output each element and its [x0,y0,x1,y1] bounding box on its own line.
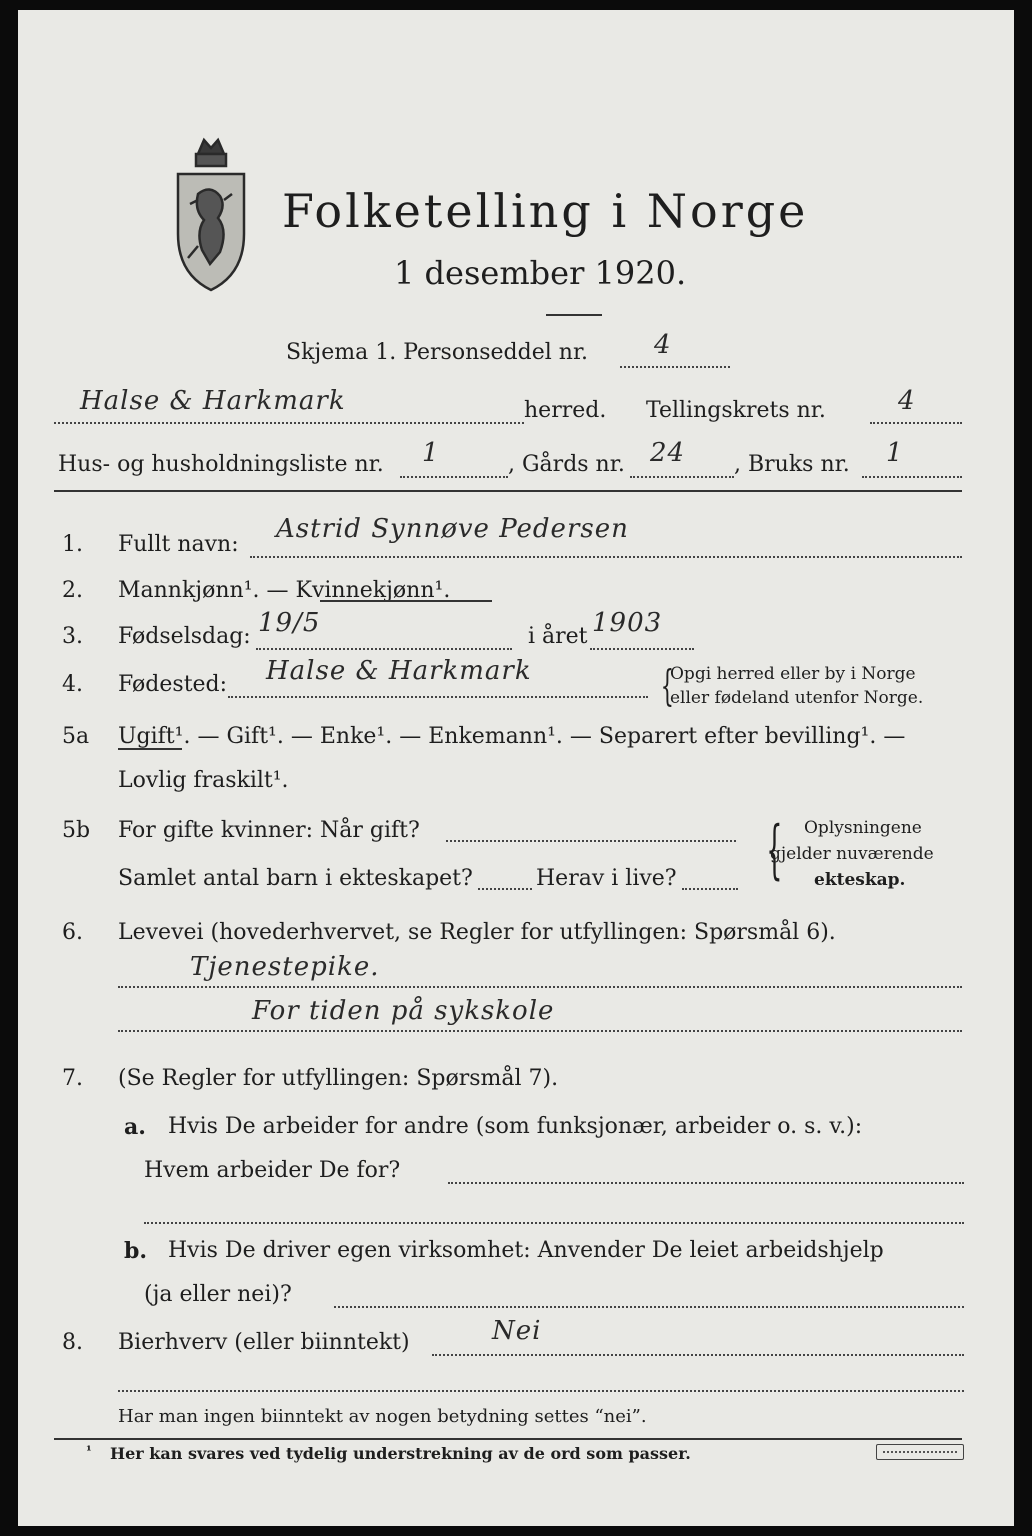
q4-label: Fødested: [118,672,228,697]
tellingskrets-label: Tellingskrets nr. [646,398,826,423]
page-title: Folketelling i Norge [282,184,809,238]
q7a-line [448,1182,964,1184]
skjema-label: Skjema 1. Personseddel nr. [286,340,589,365]
q5b-note-line-3: ekteskap. [814,870,906,890]
q5b-barn-line [478,888,532,890]
bruks-line [862,476,962,478]
q8-line-extra [118,1390,964,1392]
hus-label: Hus- og husholdningsliste nr. [58,452,384,477]
q3-number: 3. [62,624,83,649]
footnote-mark: ¹ [86,1444,92,1459]
q5b-number: 5b [62,818,91,843]
q2-number: 2. [62,578,83,603]
bruks-label: , Bruks nr. [734,452,850,477]
q4-line [228,696,648,698]
footer-note: Har man ingen biinntekt av nogen betydning settes “nei”. [118,1406,647,1427]
tellingskrets-line [870,422,962,424]
q8-value: Nei [492,1316,542,1346]
q7b-line [334,1306,964,1308]
q5b-line-2b: Herav i live? [536,866,677,891]
q6-line-2 [118,1030,962,1032]
q5b-note-line-2: gjelder nuværende [770,844,934,864]
header-rule [54,490,962,492]
q8-line [432,1354,964,1356]
q3-label: Fødselsdag: [118,624,251,649]
q4-note-line-1: Opgi herred eller by i Norge [670,664,916,684]
q5b-brace: { [766,813,783,887]
q6-label: Levevei (hovederhvervet, se Regler for utfyllingen: Spørsmål 6). [118,920,836,945]
q1-label: Fullt navn: [118,532,239,557]
q5b-line-2a: Samlet antal barn i ekteskapet? [118,866,473,891]
hus-line [400,476,508,478]
q7a-line-2: Hvem arbeider De for? [144,1158,401,1183]
q5a-line-1: Ugift¹. — Gift¹. — Enke¹. — Enkemann¹. — Separert efter bevilling¹. — [118,724,906,749]
hus-value: 1 [422,438,440,468]
q6-value-1: Tjenestepike. [190,952,380,982]
q5b-note-line-1: Oplysningene [804,818,922,838]
q4-note-line-2: eller fødeland utenfor Norge. [670,688,924,708]
coat-of-arms-icon [168,134,254,294]
q7a-line-1: Hvis De arbeider for andre (som funksjonær, arbeider o. s. v.): [168,1114,863,1139]
personseddel-value: 4 [654,330,672,360]
q6-line-1 [118,986,962,988]
q4-number: 4. [62,672,83,697]
q5b-line-1: For gifte kvinner: Når gift? [118,818,420,843]
q7b-letter: b. [124,1238,148,1264]
personseddel-line [620,366,730,368]
q2-label: Mannkjønn¹. — Kvinnekjønn¹. [118,578,451,603]
bruks-value: 1 [886,438,904,468]
q3-value: 19/5 [258,608,321,638]
title-divider [546,314,602,316]
q8-label: Bierhverv (eller biinntekt) [118,1330,410,1355]
gards-label: , Gårds nr. [508,452,625,477]
printer-stamp [876,1444,964,1460]
q7-label: (Se Regler for utfyllingen: Spørsmål 7). [118,1066,559,1091]
q7a-line-extra [144,1222,964,1224]
footnote-text: Her kan svares ved tydelig understrekning av de ord som passer. [110,1444,691,1463]
q7a-letter: a. [124,1114,146,1140]
gards-line [630,476,734,478]
q5b-live-line [682,888,738,890]
q5b-gift-line [446,840,736,842]
herred-label: herred. [524,398,607,423]
herred-value: Halse & Harkmark [80,386,346,416]
q4-value: Halse & Harkmark [266,656,532,686]
census-date: 1 desember 1920. [394,254,687,292]
q7b-line-2: (ja eller nei)? [144,1282,292,1307]
q8-number: 8. [62,1330,83,1355]
q3-year-line [590,648,694,650]
q7-number: 7. [62,1066,83,1091]
tellingskrets-value: 4 [898,386,916,416]
q1-number: 1. [62,532,83,557]
q3-line [256,648,512,650]
q5a-number: 5a [62,724,90,749]
herred-line [54,422,524,424]
q6-number: 6. [62,920,83,945]
q1-value: Astrid Synnøve Pedersen [276,514,629,544]
q1-line [250,556,962,558]
q3-year-value: 1903 [592,608,663,638]
q5a-line-2: Lovlig fraskilt¹. [118,768,289,793]
gards-value: 24 [650,438,686,468]
footer-rule [54,1438,962,1440]
q5a-underline-ugift [118,748,182,750]
q7b-line-1: Hvis De driver egen virksomhet: Anvender De leiet arbeidshjelp [168,1238,884,1263]
census-form [18,10,1014,1526]
q2-underline-kvinnekjonn [320,600,492,602]
q4-brace: { [660,661,675,710]
q3-year-label: i året [528,624,588,649]
q6-value-2: For tiden på sykskole [252,996,555,1026]
